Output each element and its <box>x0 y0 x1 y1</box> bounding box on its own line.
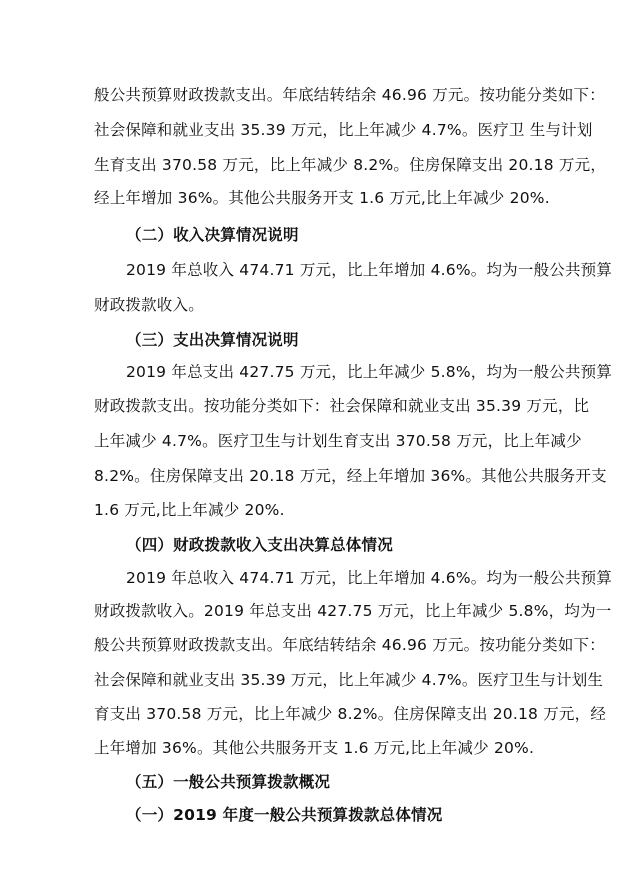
paragraph-line: 2019 年总支出 427.75 万元，比上年减少 5.8%，均为一般公共预算 <box>126 363 613 381</box>
paragraph-line: 2019 年总收入 474.71 万元，比上年增加 4.6%。均为一般公共预算 <box>126 569 613 587</box>
paragraph-line: 财政拨款收入。 <box>94 296 204 314</box>
paragraph-line: 2019 年总收入 474.71 万元，比上年增加 4.6%。均为一般公共预算 <box>126 261 613 279</box>
section-heading-3: （三）支出决算情况说明 <box>126 331 299 349</box>
paragraph-line: 育支出 370.58 万元，比上年减少 8.2%。住房保障支出 20.18 万元，经 <box>94 705 607 723</box>
paragraph-line: 上年减少 4.7%。医疗卫生与计划生育支出 370.58 万元，比上年减少 <box>94 432 582 450</box>
paragraph-line: 经上年增加 36%。其他公共服务开支 1.6 万元,比上年减少 20%. <box>94 189 550 207</box>
paragraph-line: 财政拨款支出。按功能分类如下：社会保障和就业支出 35.39 万元，比 <box>94 397 590 415</box>
paragraph-line: 般公共预算财政拨款支出。年底结转结余 46.96 万元。按功能分类如下： <box>94 86 605 104</box>
section-heading-4: （四）财政拨款收入支出决算总体情况 <box>126 536 393 554</box>
paragraph-line: 上年增加 36%。其他公共服务开支 1.6 万元,比上年减少 20%. <box>94 739 535 757</box>
paragraph-line: 般公共预算财政拨款支出。年底结转结余 46.96 万元。按功能分类如下： <box>94 636 605 654</box>
paragraph-line: 8.2%。住房保障支出 20.18 万元，经上年增加 36%。其他公共服务开支 <box>94 467 607 485</box>
paragraph-line: 生育支出 370.58 万元，比上年减少 8.2%。住房保障支出 20.18 万元， <box>94 156 607 174</box>
paragraph-line: 1.6 万元,比上年减少 20%. <box>94 501 285 519</box>
paragraph-line: 社会保障和就业支出 35.39 万元，比上年减少 4.7%。医疗卫生与计划生 <box>94 671 604 689</box>
paragraph-line: 社会保障和就业支出 35.39 万元，比上年减少 4.7%。医疗卫 生与计划 <box>94 121 593 139</box>
section-heading-6: （一）2019 年度一般公共预算拨款总体情况 <box>126 806 443 824</box>
paragraph-line: 财政拨款收入。2019 年总支出 427.75 万元，比上年减少 5.8%，均为一 <box>94 602 612 620</box>
section-heading-5: （五）一般公共预算拨款概况 <box>126 773 331 791</box>
section-heading-2: （二）收入决算情况说明 <box>126 226 299 244</box>
